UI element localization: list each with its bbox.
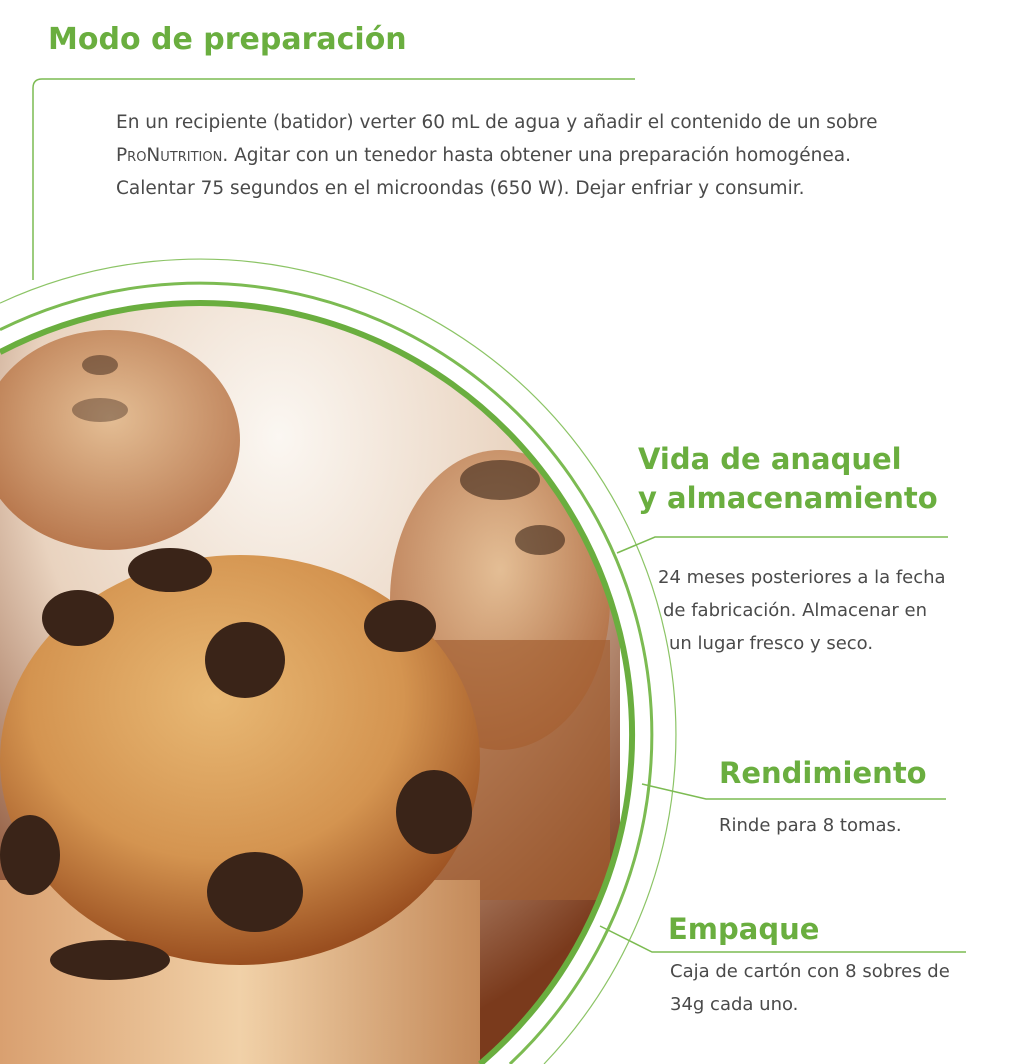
preparacion-title: Modo de preparación <box>48 22 407 57</box>
vida-line: un lugar fresco y seco. <box>669 633 874 654</box>
preparacion-line <box>116 139 877 172</box>
preparacion-line-rest: . Agitar con un tenedor hasta obtener una preparación homogénea. <box>222 145 851 166</box>
rendimiento-title: Rendimiento <box>719 756 927 790</box>
brand-name: ProNutrition <box>116 145 223 166</box>
empaque-title: Empaque <box>668 912 820 946</box>
rendimiento-text: Rinde para 8 tomas. <box>719 815 902 836</box>
vida-connector <box>617 537 948 553</box>
empaque-line: 34g cada uno. <box>670 994 799 1015</box>
vida-line: de fabricación. Almacenar en <box>663 600 927 621</box>
empaque-line: Caja de cartón con 8 sobres de <box>670 961 950 982</box>
vida-line: 24 meses posteriores a la fecha <box>658 567 946 588</box>
preparacion-line: En un recipiente (batidor) verter 60 mL de agua y añadir el contenido de un sobre <box>116 112 878 133</box>
preparacion-text <box>116 106 877 205</box>
preparacion-line: Calentar 75 segundos en el microondas (650 W). Dejar enfriar y consumir. <box>116 178 805 199</box>
empaque-text <box>670 955 950 1021</box>
vida-title <box>638 440 938 518</box>
vida-title-line: y almacenamiento <box>638 481 938 515</box>
muffin-photo <box>0 280 620 1064</box>
vida-title-line: Vida de anaquel <box>638 442 902 476</box>
vida-text <box>658 561 946 660</box>
